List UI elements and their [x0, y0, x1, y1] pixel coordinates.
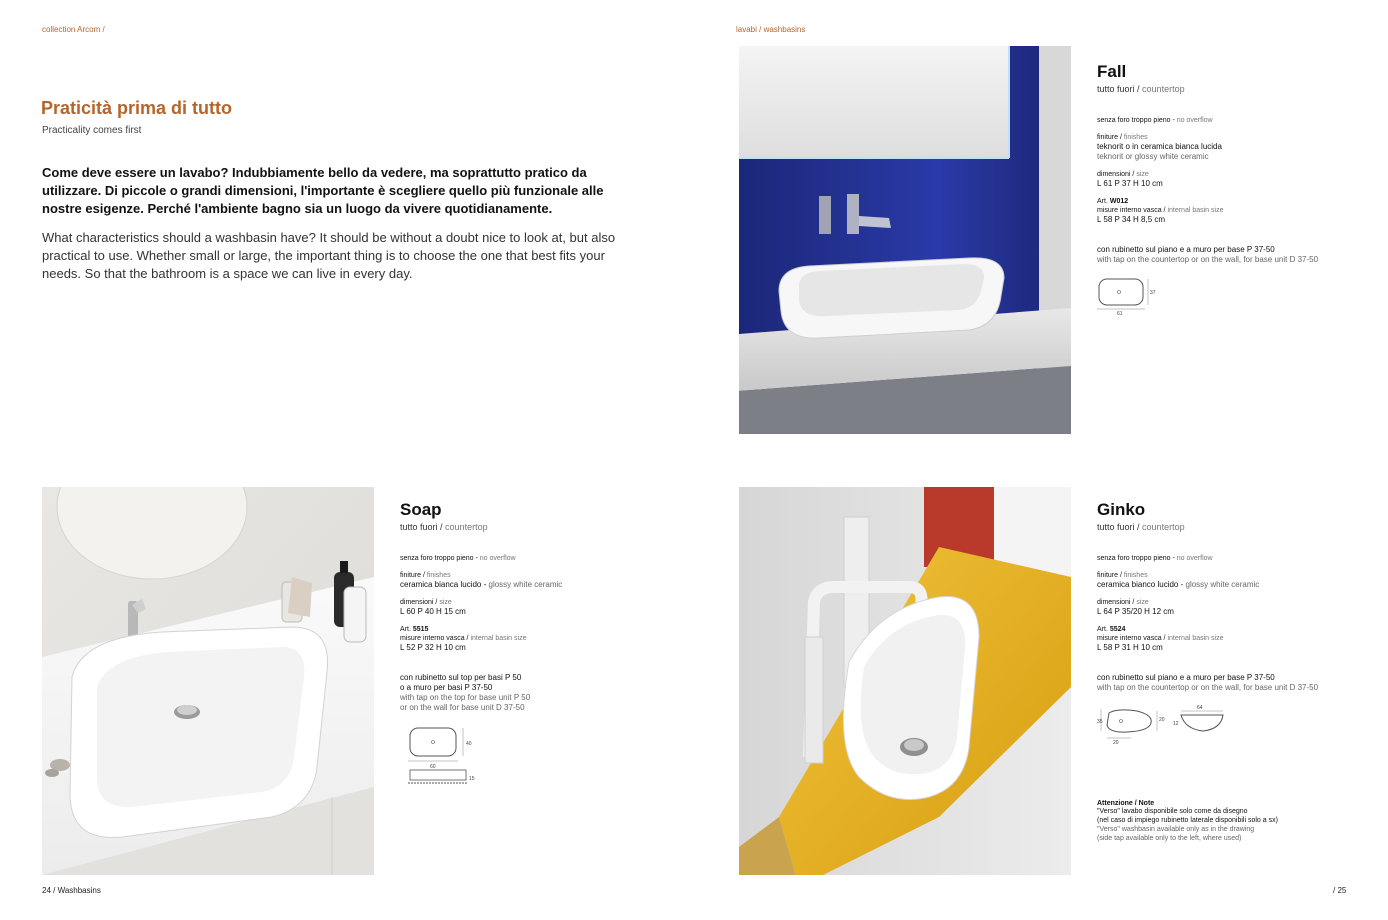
inner-size-value: L 58 P 34 H 8,5 cm — [1097, 215, 1166, 224]
note-en-1: "Verso" washbasin available only as in the drawing — [1097, 826, 1255, 833]
ginko-drawing-a: 35 — [1097, 719, 1103, 725]
footer-right: / 25 — [1333, 886, 1347, 895]
article-code — [400, 625, 640, 634]
fall-spec — [1097, 62, 1357, 322]
art-code: 5515 — [412, 626, 429, 633]
size-label — [400, 598, 640, 607]
finishes-value — [1097, 580, 1357, 590]
overflow-en: no overflow — [1176, 117, 1213, 124]
overflow-it: senza foro troppo pieno - — [1097, 117, 1175, 124]
article-code — [1097, 197, 1357, 206]
inner-label-en: internal basin size — [1167, 207, 1224, 214]
product-type-soap — [400, 522, 640, 532]
finishes-label — [1097, 133, 1357, 142]
breadcrumb-right: lavabi / washbasins — [736, 25, 806, 34]
finishes-it: ceramica bianca lucido - — [400, 580, 487, 589]
inner-size-label — [1097, 634, 1357, 643]
finishes-label-en: finishes — [1123, 134, 1148, 141]
fall-photo-illustration — [739, 46, 1071, 434]
ginko-photo — [739, 487, 1071, 875]
art-label: Art. — [400, 626, 411, 633]
size-label-en: size — [1136, 599, 1149, 606]
footer-left: 24 / Washbasins — [42, 886, 101, 895]
inner-label-it: misure interno vasca / — [1097, 635, 1166, 642]
intro-english: What characteristics should a washbasin have? It should be without a doubt nice to look at, but also practical to use. Whether small or large, the important thing is to choose the one that best fits your needs. So that the bathroom is a space we can live in every day. — [42, 230, 616, 281]
soap-photo-illustration — [42, 487, 374, 875]
type-en: countertop — [1142, 522, 1185, 532]
soap-drawing-width: 60 — [430, 764, 436, 770]
art-code: W012 — [1109, 198, 1129, 205]
art-code: 5524 — [1109, 626, 1126, 633]
size-value: L 61 P 37 H 10 cm — [1097, 179, 1163, 188]
inner-label-it: misure interno vasca / — [1097, 207, 1166, 214]
size-value: L 60 P 40 H 15 cm — [400, 607, 466, 616]
ginko-drawing-e: 12 — [1173, 721, 1179, 727]
finishes-label — [400, 571, 640, 580]
inner-label-en: internal basin size — [470, 635, 527, 642]
finishes-en: teknorit or glossy white ceramic — [1097, 152, 1209, 161]
finishes-value — [400, 580, 640, 590]
overflow-en: no overflow — [1176, 555, 1213, 562]
finishes-label-it: finiture / — [1097, 134, 1122, 141]
type-it: tutto fuori / — [1097, 522, 1140, 532]
tap-it: con rubinetto sul piano e a muro per base P 37-50 — [1097, 673, 1275, 682]
note-title: Attenzione / Note — [1097, 800, 1155, 807]
ginko-technical-drawing — [1097, 705, 1237, 745]
ginko-photo-illustration — [739, 487, 1071, 875]
soap-drawing-depth: 40 — [466, 741, 472, 747]
tap-it-1: con rubinetto sul top per basi P 50 — [400, 673, 522, 682]
note-en-2: (side tap available only to the left, where used) — [1097, 835, 1242, 842]
inner-size-value: L 58 P 31 H 10 cm — [1097, 643, 1163, 652]
finishes-label-en: finishes — [1123, 572, 1148, 579]
product-name-ginko: Ginko — [1097, 500, 1146, 519]
finishes-label — [1097, 571, 1357, 580]
page-subheadline: Practicality comes first — [42, 125, 142, 136]
note-it-2: (nel caso di impiego rubinetto laterale disponibili solo a sx) — [1097, 817, 1278, 824]
inner-size-label — [400, 634, 640, 643]
intro-italian: Come deve essere un lavabo? Indubbiamente bello da vedere, ma soprattutto pratico da utilizzare. Di piccole o grandi dimensioni, l'importante è scegliere quello più funzionale alle nostre esigenze. Perché l'ambiente bagno sia un luogo da vivere quotidianamente. — [42, 165, 604, 216]
size-value: L 64 P 35/20 H 12 cm — [1097, 607, 1174, 616]
inner-size-label — [1097, 206, 1357, 215]
overflow-note — [1097, 554, 1357, 563]
soap-technical-drawing — [400, 725, 480, 787]
product-type-fall — [1097, 84, 1357, 94]
finishes-en: glossy white ceramic — [1185, 580, 1260, 589]
product-type-ginko — [1097, 522, 1357, 532]
finishes-label-en: finishes — [426, 572, 451, 579]
size-label-en: size — [439, 599, 452, 606]
finishes-it: ceramica bianco lucido - — [1097, 580, 1184, 589]
type-en: countertop — [445, 522, 488, 532]
page-headline: Praticità prima di tutto — [41, 98, 233, 118]
tap-en: with tap on the countertop or on the wall, for base unit D 37-50 — [1097, 683, 1319, 692]
soap-photo — [42, 487, 374, 875]
type-it: tutto fuori / — [1097, 84, 1140, 94]
inner-label-en: internal basin size — [1167, 635, 1224, 642]
overflow-note — [400, 554, 640, 563]
tap-en-2: or on the wall for base unit D 37-50 — [400, 703, 525, 712]
breadcrumb-left: collection Arcom / — [42, 25, 105, 34]
inner-size-value: L 52 P 32 H 10 cm — [400, 643, 466, 652]
fall-photo — [739, 46, 1071, 434]
ginko-drawing-d: 64 — [1197, 705, 1203, 711]
finishes-label-it: finiture / — [400, 572, 425, 579]
finishes-label-it: finiture / — [1097, 572, 1122, 579]
tap-it: con rubinetto sul piano e a muro per base P 37-50 — [1097, 245, 1275, 254]
size-label — [1097, 170, 1357, 179]
overflow-en: no overflow — [479, 555, 516, 562]
article-code — [1097, 625, 1357, 634]
overflow-it: senza foro troppo pieno - — [1097, 555, 1175, 562]
overflow-it: senza foro troppo pieno - — [400, 555, 478, 562]
type-it: tutto fuori / — [400, 522, 443, 532]
type-en: countertop — [1142, 84, 1185, 94]
fall-drawing-width: 61 — [1117, 311, 1123, 317]
size-label-it: dimensioni / — [1097, 171, 1135, 178]
art-label: Art. — [1097, 198, 1108, 205]
size-label-en: size — [1136, 171, 1149, 178]
product-name-fall: Fall — [1097, 62, 1127, 81]
tap-en: with tap on the countertop or on the wall, for base unit D 37-50 — [1097, 255, 1319, 264]
art-label: Art. — [1097, 626, 1108, 633]
fall-drawing-depth: 37 — [1150, 290, 1156, 296]
ginko-drawing-b: 20 — [1159, 717, 1165, 723]
ginko-drawing-c: 20 — [1113, 740, 1119, 745]
ginko-spec — [1097, 500, 1357, 843]
inner-label-it: misure interno vasca / — [400, 635, 469, 642]
finishes-it: teknorit o in ceramica bianca lucida — [1097, 142, 1222, 151]
tap-en-1: with tap on the top for base unit P 50 — [400, 693, 531, 702]
size-label-it: dimensioni / — [400, 599, 438, 606]
fall-technical-drawing — [1097, 277, 1167, 317]
note-it-1: "Verso" lavabo disponibile solo come da disegno — [1097, 808, 1248, 815]
overflow-note — [1097, 116, 1357, 125]
tap-it-2: o a muro per basi P 37-50 — [400, 683, 493, 692]
size-label — [1097, 598, 1357, 607]
product-name-soap: Soap — [400, 500, 442, 519]
finishes-en: glossy white ceramic — [488, 580, 563, 589]
soap-spec — [400, 500, 640, 792]
size-label-it: dimensioni / — [1097, 599, 1135, 606]
soap-drawing-height: 15 — [469, 776, 475, 782]
